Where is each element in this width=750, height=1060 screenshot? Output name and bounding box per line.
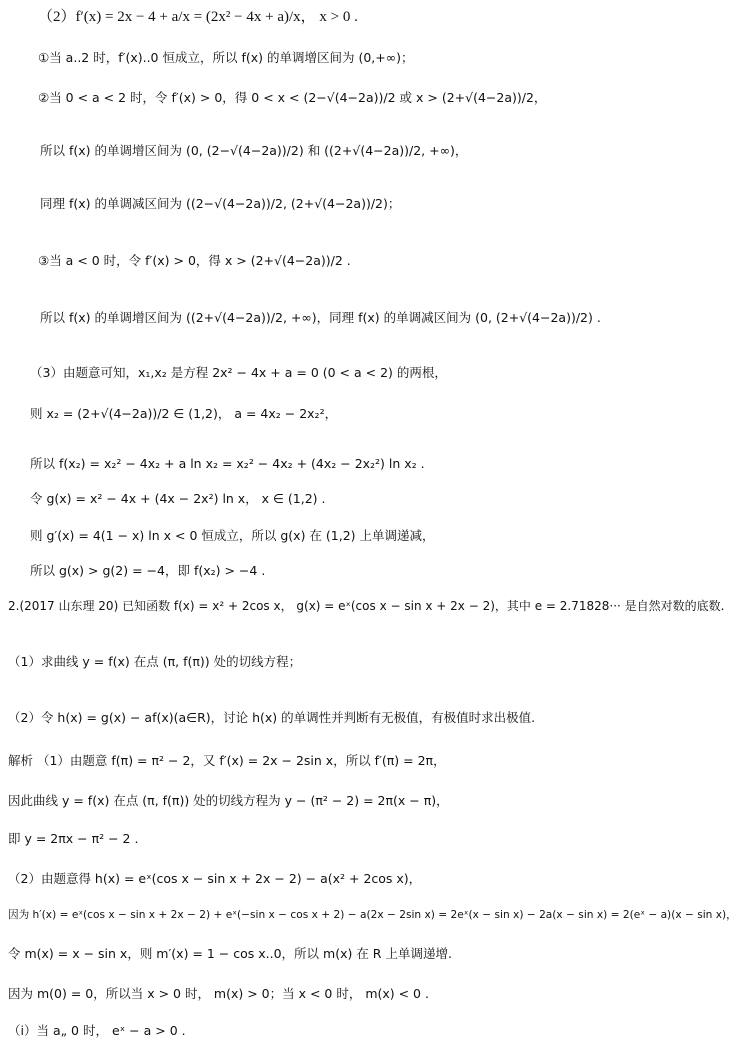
line-22: 令 m(x) = x − sin x，则 m′(x) = 1 − cos x..0，所以 m(x) 在 R 上单调递增.: [8, 946, 452, 961]
line-23: 因为 m(0) = 0，所以当 x > 0 时， m(x) > 0；当 x < 0 时， m(x) < 0 .: [8, 986, 429, 1001]
line-04: 所以 f(x) 的单调增区间为 (0, (2−√(4−2a))/2) 和 ((2+√(4−2a))/2, +∞)，: [40, 143, 468, 158]
line-07: 所以 f(x) 的单调增区间为 ((2+√(4−2a))/2, +∞)，同理 f(x) 的单调减区间为 (0, (2+√(4−2a))/2) .: [40, 310, 601, 325]
line-19: 即 y = 2πx − π² − 2 .: [8, 831, 139, 846]
line-24: （i）当 a„ 0 时， eˣ − a > 0 .: [8, 1023, 186, 1038]
line-01: （2）f′(x) = 2x − 4 + a/x = (2x² − 4x + a)/x， x > 0 .: [38, 9, 358, 25]
line-20: （2）由题意得 h(x) = eˣ(cos x − sin x + 2x − 2) − a(x² + 2cos x)，: [8, 871, 422, 886]
line-02: ①当 a..2 时，f′(x)..0 恒成立，所以 f(x) 的单调增区间为 (0,+∞)；: [38, 50, 414, 65]
line-16: （2）令 h(x) = g(x) − af(x)(a∈R)，讨论 h(x) 的单调性并判断有无极值，有极值时求出极值.: [8, 710, 536, 725]
line-05: 同理 f(x) 的单调减区间为 ((2−√(4−2a))/2, (2+√(4−2a))/2)；: [40, 196, 401, 211]
line-18: 因此曲线 y = f(x) 在点 (π, f(π)) 处的切线方程为 y − (π² − 2) = 2π(x − π)，: [8, 793, 449, 808]
line-10: 所以 f(x₂) = x₂² − 4x₂ + a ln x₂ = x₂² − 4x₂ + (4x₂ − 2x₂²) ln x₂ .: [30, 456, 425, 471]
line-11: 令 g(x) = x² − 4x + (4x − 2x²) ln x， x ∈ (1,2) .: [30, 491, 326, 506]
line-17: 解析 （1）由题意 f(π) = π² − 2，又 f′(x) = 2x − 2sin x，所以 f′(π) = 2π，: [8, 753, 446, 768]
line-03: ②当 0 < a < 2 时，令 f′(x) > 0，得 0 < x < (2−√(4−2a))/2 或 x > (2+√(4−2a))/2，: [38, 90, 547, 105]
line-08: （3）由题意可知，x₁,x₂ 是方程 2x² − 4x + a = 0 (0 < a < 2) 的两根，: [30, 365, 447, 380]
line-14: 2.(2017 山东理 20) 已知函数 f(x) = x² + 2cos x， g(x) = eˣ(cos x − sin x + 2x − 2)，其中 e = 2.71828··· 是自然对数的底数.: [8, 599, 725, 613]
line-12: 则 g′(x) = 4(1 − x) ln x < 0 恒成立，所以 g(x) 在 (1,2) 上单调递减，: [30, 528, 435, 543]
line-15: （1）求曲线 y = f(x) 在点 (π, f(π)) 处的切线方程；: [8, 654, 302, 669]
line-06: ③当 a < 0 时，令 f′(x) > 0，得 x > (2+√(4−2a))/2 .: [38, 253, 351, 268]
line-21: 因为 h′(x) = eˣ(cos x − sin x + 2x − 2) + eˣ(−sin x − cos x + 2) − a(2x − 2sin x) = 2eˣ(x − sin x) − 2a(x − sin x) = 2(eˣ − a)(x − sin x)，: [8, 909, 737, 921]
line-09: 则 x₂ = (2+√(4−2a))/2 ∈ (1,2)， a = 4x₂ − 2x₂²，: [30, 406, 338, 421]
line-13: 所以 g(x) > g(2) = −4，即 f(x₂) > −4 .: [30, 563, 266, 578]
